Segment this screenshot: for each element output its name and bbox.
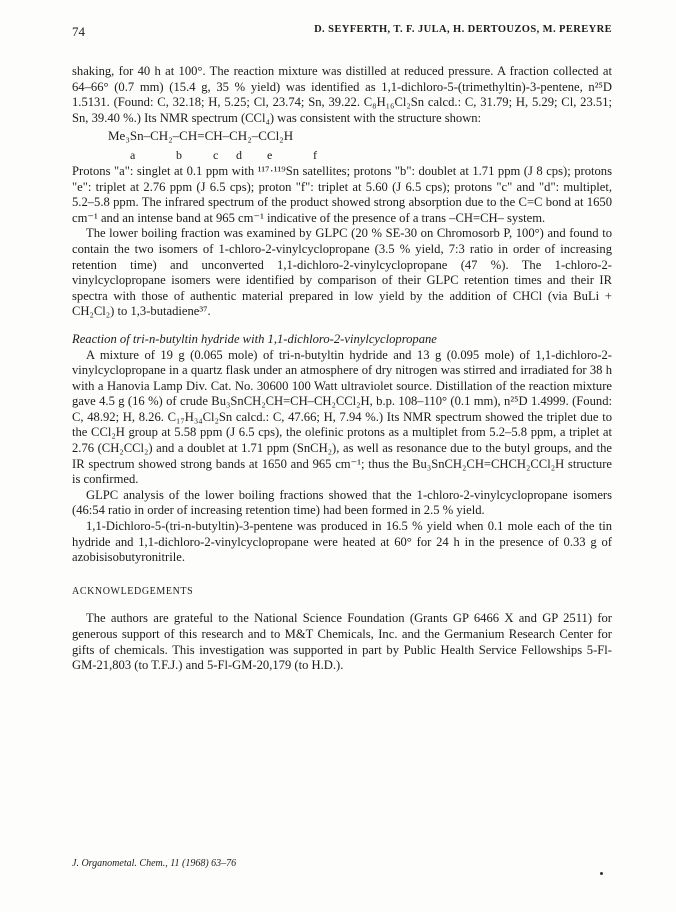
proton-label-b: b bbox=[176, 147, 182, 162]
page-number: 74 bbox=[72, 24, 85, 39]
proton-label-d: d bbox=[236, 147, 242, 162]
paragraph-glpc: The lower boiling fraction was examined by GLPC (20 % SE-30 on Chromosorb P, 100°) and found to contain the two isomers of 1-chloro-2-vinylcyclopropane (3.5 % yield, 7:3 ratio in order of increasing retention time) and unconverted 1,1-dichloro-2-vinylcyclopropane (47 %). The 1-chloro-2-vinylcyclopropane isomers were identified by comparison of their GLPC retention times and their IR spectra with those of authentic material prepared in low yield by the addition of CHCl (via BuLi + CH₂Cl₂) to 1,3-butadiene³⁷. bbox=[72, 226, 612, 319]
article-body bbox=[72, 64, 612, 674]
page-mark bbox=[600, 872, 603, 875]
paragraph-nmr: Protons "a": singlet at 0.1 ppm with ¹¹⁷·¹¹⁹Sn satellites; protons "b": doublet at 1.71 ppm (J 8 cps); protons "e": triplet at 2.76 ppm (J 6.5 cps); proton "f": triplet at 5.60 (J 6.5 cps); protons "c" and "d": multiplet, 5.2–5.8 ppm. The infrared spectrum of the product showed strong absorption due to the C=C bond at 1650 cm⁻¹ and an intense band at 965 cm⁻¹ indicative of the presence of a trans –CH=CH– system. bbox=[72, 163, 612, 225]
proton-label-e: e bbox=[267, 147, 273, 162]
paragraph-glpc-analysis: GLPC analysis of the lower boiling fractions showed that the 1-chloro-2-vinylcyclopropane isomers (46:54 ratio in order of increasing retention time) had been formed in 2.5 % yield. bbox=[72, 487, 612, 518]
journal-citation: J. Organometal. Chem., 11 (1968) 63–76 bbox=[72, 858, 237, 869]
running-head: D. SEYFERTH, T. F. JULA, H. DERTOUZOS, M. PEREYRE bbox=[314, 24, 612, 35]
paragraph-continuation: shaking, for 40 h at 100°. The reaction mixture was distilled at reduced pressure. A fraction collected at 64–66° (0.7 mm) (15.4 g, 35 % yield) was identified as 1,1-dichloro-5-(trimethyltin)-3-pentene, n²⁵D 1.5131. (Found: C, 32.18; H, 5.25; Cl, 23.74; Sn, 39.22. C₈H₁₆Cl₂Sn calcd.: C, 31.79; H, 5.29; Cl, 23.51; Sn, 39.40 %.) Its NMR spectrum (CCl₄) was consistent with the structure shown: bbox=[72, 64, 612, 125]
paragraph-procedure: A mixture of 19 g (0.065 mole) of tri-n-butyltin hydride and 13 g (0.095 mole) of 1,1-dichloro-2-vinylcyclopropane in a quartz flask under an atmosphere of dry nitrogen was stirred and irradiated for 38 h with a Hanovia Lamp Div. Cat. No. 30600 100 Watt ultraviolet source. Distillation of the reaction mixture gave 4.5 g (16 %) of crude Bu₃SnCH₂CH=CH–CH₂CCl₂H, b.p. 108–110° (0.1 mm), n²⁵D 1.4999. (Found: C, 48.92; H, 8.26. C₁₇H₃₄Cl₂Sn calcd.: C, 47.66; H, 7.94 %.) Its NMR spectrum showed the triplet due to the CCl₂H group at 5.58 ppm (J 6.5 cps), the olefinic protons as a multiplet from 5.2–5.8 ppm, a triplet at 2.76 (CH₂CCl₂) and a doublet at 1.71 ppm (SnCH₂), as well as resonance due to the butyl groups, and the IR spectrum showed strong bands at 1650 and 965 cm⁻¹; thus the Bu₃SnCH₂CH=CHCH₂CCl₂H structure is confirmed. bbox=[72, 347, 612, 487]
proton-label-c: c bbox=[213, 147, 219, 162]
page-header bbox=[72, 24, 612, 44]
proton-labels bbox=[72, 146, 612, 164]
acknowledgements-heading: ACKNOWLEDGEMENTS bbox=[72, 585, 194, 597]
structure-formula: Me₃Sn–CH₂–CH=CH–CH₂–CCl₂H bbox=[108, 128, 294, 144]
paragraph-acknowledgements: The authors are grateful to the National Science Foundation (Grants GP 6466 X and GP 2511) for generous support of this research and to M&T Chemicals, Inc. and the Germanium Research Center for gifts of chemicals. This investigation was supported in part by Public Health Service Fellowships 5-Fl-GM-21,803 (to T.F.J.) and 5-Fl-GM-20,179 (to H.D.). bbox=[72, 611, 612, 673]
section-title: Reaction of tri-n-butyltin hydride with 1,1-dichloro-2-vinylcyclopropane bbox=[72, 331, 437, 346]
proton-label-a: a bbox=[130, 147, 136, 162]
proton-label-f: f bbox=[313, 147, 317, 162]
paragraph-thermal: 1,1-Dichloro-5-(tri-n-butyltin)-3-pentene was produced in 16.5 % yield when 0.1 mole each of the tin hydride and 1,1-dichloro-2-vinylcyclopropane were heated at 60° for 24 h in the presence of 0.33 g of azobisisobutyronitrile. bbox=[72, 519, 612, 565]
